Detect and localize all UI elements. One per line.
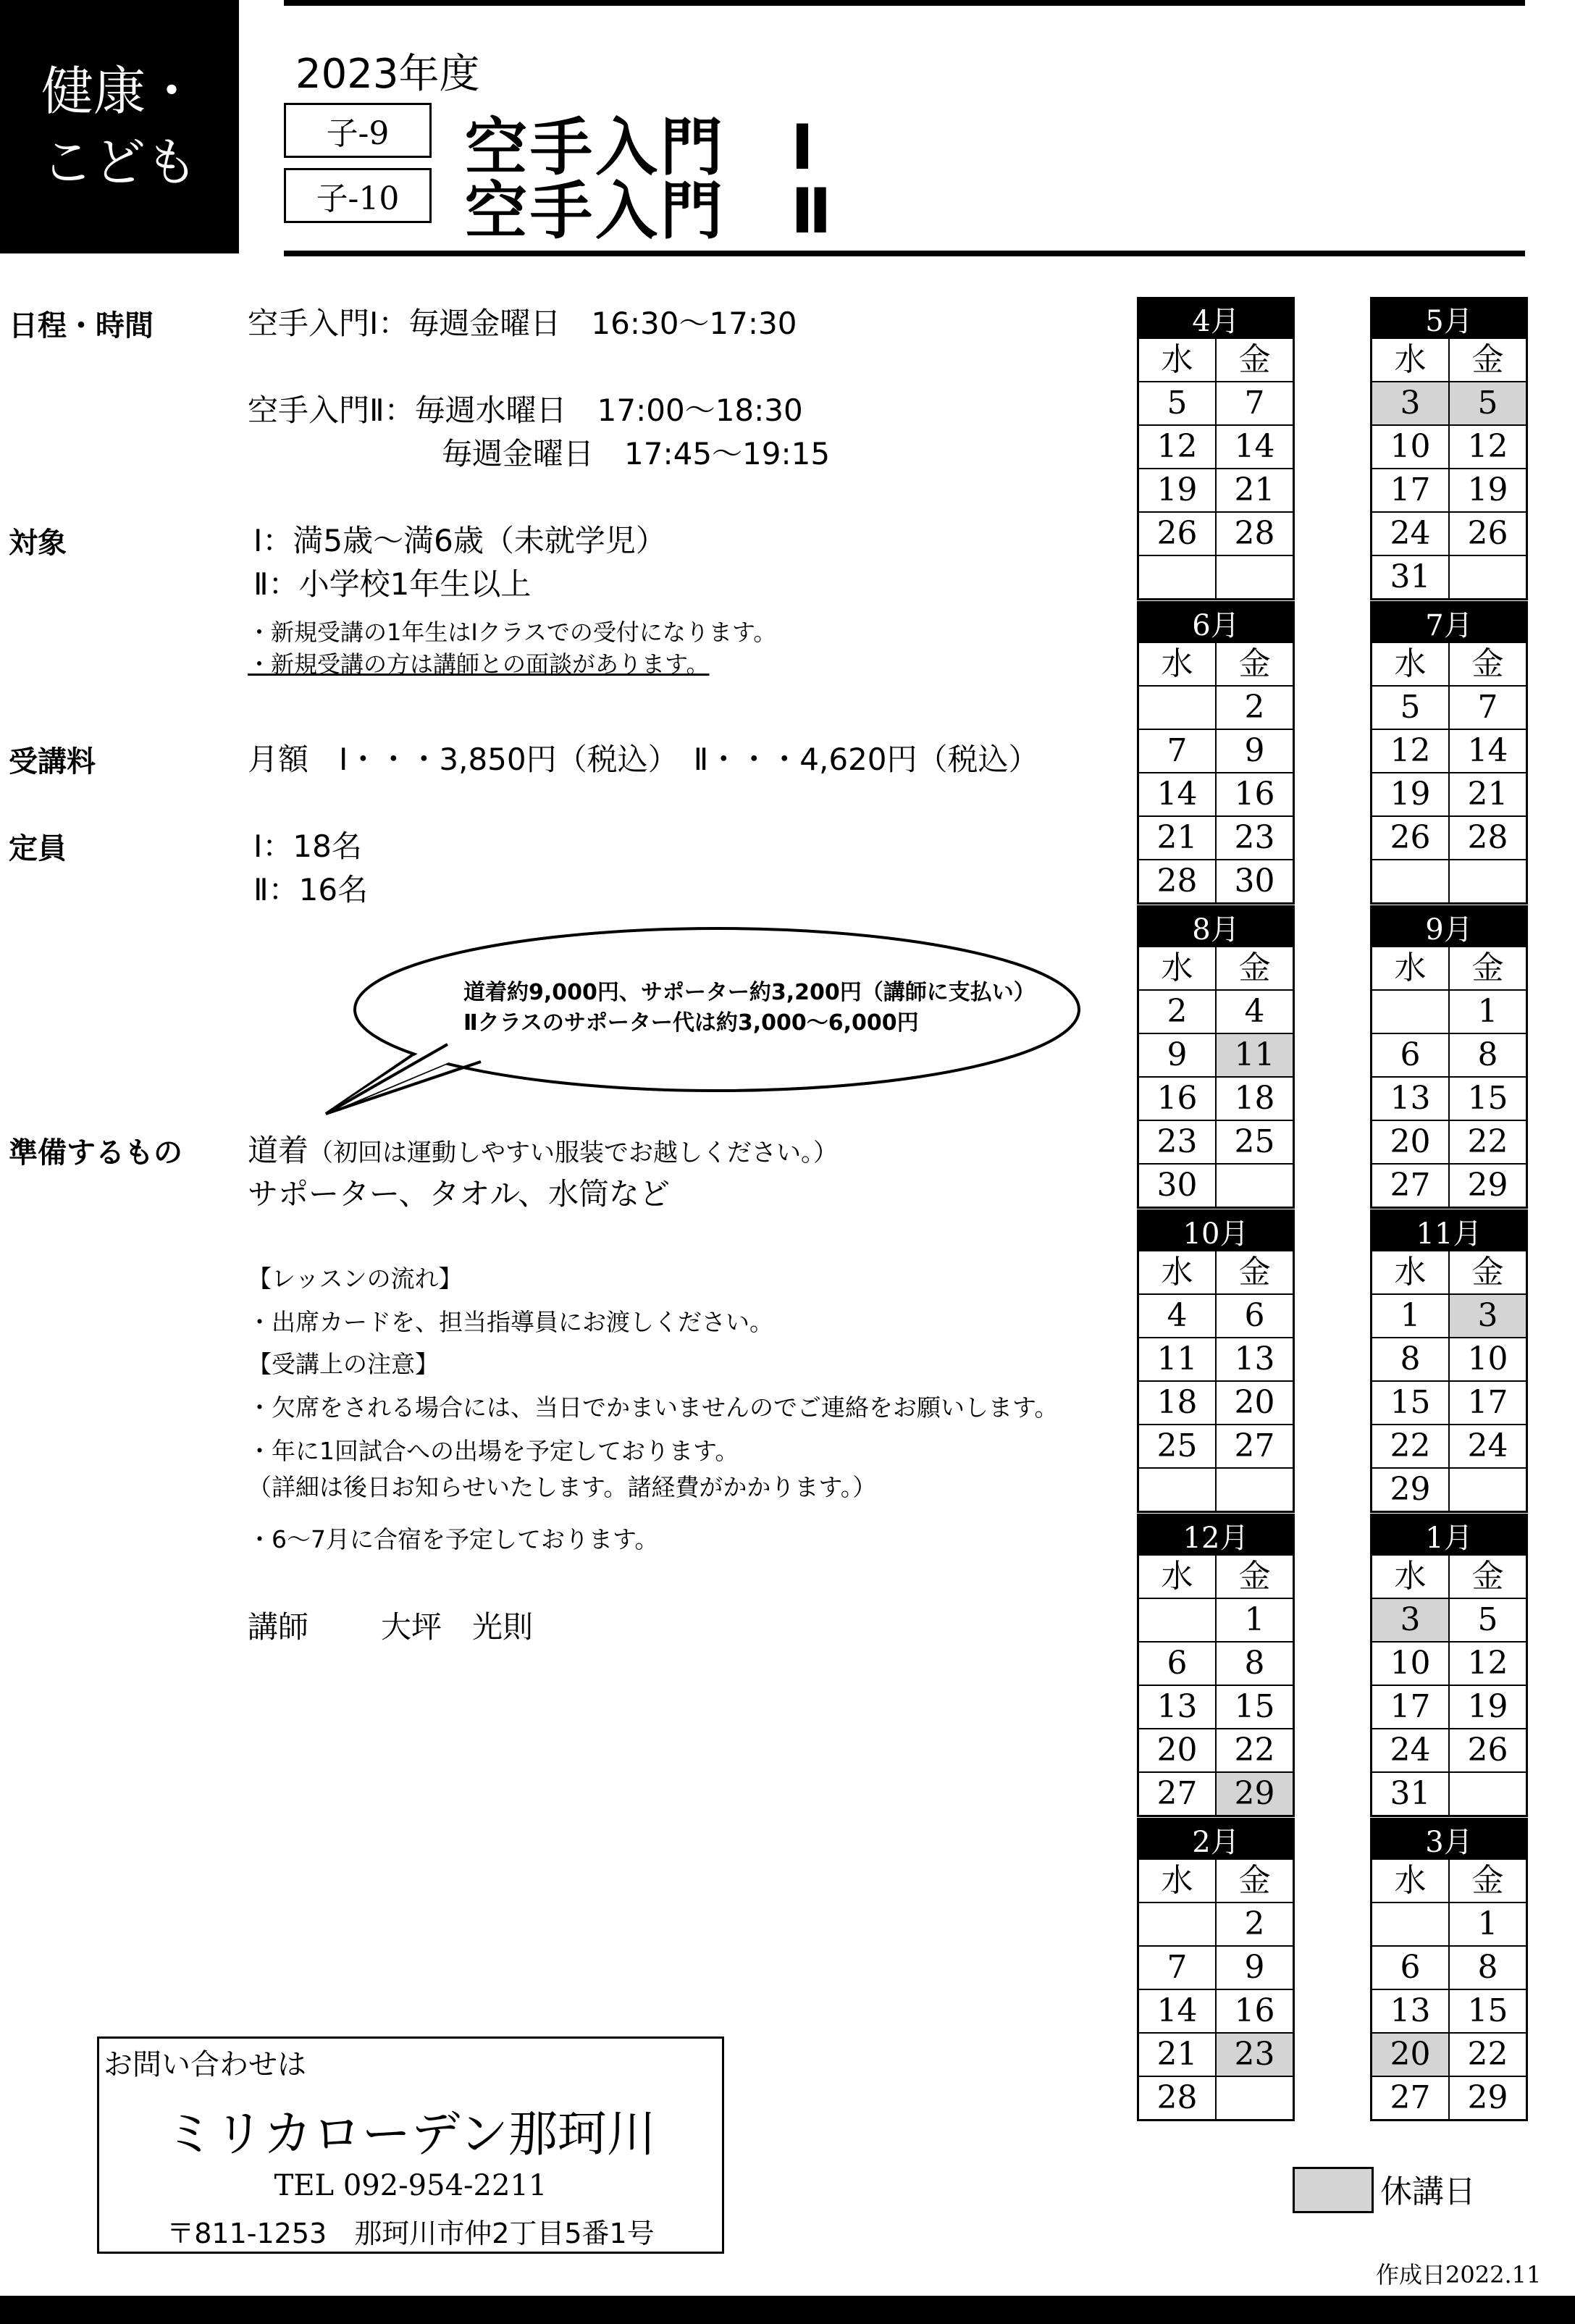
day-cell: 28 (1139, 2076, 1216, 2119)
day-cell: 26 (1449, 512, 1526, 555)
fee-text: 月額 Ⅰ・・・3,850円（税込） Ⅱ・・・4,620円（税込） (248, 742, 1039, 777)
month-calendar (1137, 1514, 1295, 1817)
day-cell: 5 (1372, 686, 1449, 729)
day-cell (1139, 1903, 1216, 1946)
day-cell: 27 (1372, 2076, 1449, 2119)
day-cell: 9 (1216, 729, 1293, 773)
weekday-header: 金 (1449, 643, 1526, 686)
weekday-header: 水 (1139, 1556, 1216, 1598)
month-header: 5月 (1372, 299, 1526, 339)
target-line1: Ⅰ：満5歳〜満6歳（未就学児） (253, 523, 666, 558)
day-cell: 29 (1449, 2076, 1526, 2119)
course-code-2: 子-10 (284, 168, 432, 223)
contact-tel: TEL 092-954-2211 (274, 2169, 547, 2202)
legend-swatch (1293, 2167, 1374, 2213)
day-cell: 13 (1216, 1338, 1293, 1381)
day-cell: 7 (1449, 686, 1526, 729)
day-cell: 5 (1449, 1598, 1526, 1642)
schedule-label: 日程・時間 (9, 309, 154, 343)
flow-line1: ・出席カードを、担当指導員にお渡しください。 (248, 1308, 773, 1336)
day-cell (1449, 555, 1526, 598)
year-label: 2023年度 (295, 51, 480, 98)
day-cell: 16 (1216, 1989, 1293, 2033)
day-cell: 30 (1216, 860, 1293, 902)
caution-line2: ・年に1回試合への出場を予定しております。 (248, 1437, 739, 1465)
month-calendar (1137, 1818, 1295, 2121)
day-cell: 10 (1372, 425, 1449, 469)
month-header: 11月 (1372, 1212, 1526, 1251)
day-cell: 8 (1449, 1033, 1526, 1077)
day-cell: 21 (1216, 469, 1293, 512)
schedule-line3: 毎週金曜日 17:45〜19:15 (442, 436, 831, 471)
legend-label: 休講日 (1380, 2173, 1476, 2210)
day-cell: 6 (1139, 1642, 1216, 1685)
weekday-header: 水 (1372, 947, 1449, 990)
weekday-header: 水 (1139, 339, 1216, 382)
day-cell: 7 (1139, 1946, 1216, 1989)
day-cell: 23 (1139, 1120, 1216, 1164)
month-header: 10月 (1139, 1212, 1293, 1251)
day-cell: 8 (1216, 1642, 1293, 1685)
day-cell: 5 (1449, 382, 1526, 425)
day-cell (1449, 1468, 1526, 1511)
month-calendar (1137, 297, 1295, 600)
flow-title: 【レッスンの流れ】 (248, 1264, 463, 1293)
day-cell: 30 (1139, 1164, 1216, 1207)
day-cell: 28 (1216, 512, 1293, 555)
month-header: 4月 (1139, 299, 1293, 339)
day-cell: 9 (1216, 1946, 1293, 1989)
day-cell: 21 (1139, 2033, 1216, 2076)
day-cell: 8 (1449, 1946, 1526, 1989)
top-rule (284, 0, 1525, 6)
day-cell: 9 (1139, 1033, 1216, 1077)
weekday-header: 金 (1216, 643, 1293, 686)
caution-line3: （詳細は後日お知らせいたします。諸経費がかかります。） (248, 1473, 877, 1501)
items-note: （初回は運動しやすい服装でお越しください。） (308, 1138, 839, 1167)
capacity-line2: Ⅱ：16名 (253, 872, 369, 907)
day-cell: 6 (1372, 1946, 1449, 1989)
month-calendar (1370, 1818, 1528, 2121)
month-header: 1月 (1372, 1516, 1526, 1556)
day-cell: 31 (1372, 555, 1449, 598)
day-cell: 20 (1372, 1120, 1449, 1164)
schedule-line1: 空手入門Ⅰ：毎週金曜日 16:30〜17:30 (248, 306, 797, 341)
fee-label: 受講料 (9, 745, 96, 779)
day-cell: 31 (1372, 1772, 1449, 1815)
day-cell: 1 (1216, 1598, 1293, 1642)
weekday-header: 水 (1372, 643, 1449, 686)
day-cell: 22 (1449, 2033, 1526, 2076)
day-cell (1216, 555, 1293, 598)
day-cell: 3 (1372, 382, 1449, 425)
day-cell: 19 (1449, 1685, 1526, 1729)
day-cell: 11 (1139, 1338, 1216, 1381)
day-cell: 1 (1372, 1294, 1449, 1338)
day-cell: 4 (1139, 1294, 1216, 1338)
weekday-header: 金 (1449, 1556, 1526, 1598)
day-cell: 1 (1449, 1903, 1526, 1946)
day-cell (1216, 1164, 1293, 1207)
day-cell: 14 (1139, 1989, 1216, 2033)
instructor-label: 講師 (248, 1609, 309, 1645)
target-label: 対象 (9, 527, 67, 560)
items-main: 道着 (248, 1133, 309, 1168)
day-cell: 3 (1449, 1294, 1526, 1338)
weekday-header: 水 (1139, 1251, 1216, 1294)
weekday-header: 水 (1139, 947, 1216, 990)
day-cell: 4 (1216, 990, 1293, 1033)
day-cell: 2 (1216, 686, 1293, 729)
day-cell: 18 (1216, 1077, 1293, 1120)
day-cell: 18 (1139, 1381, 1216, 1425)
day-cell: 19 (1372, 773, 1449, 816)
category-box (0, 0, 239, 253)
caution-title: 【受講上の注意】 (248, 1350, 439, 1378)
day-cell: 1 (1449, 990, 1526, 1033)
day-cell (1449, 860, 1526, 902)
day-cell: 22 (1216, 1729, 1293, 1772)
month-header: 8月 (1139, 907, 1293, 947)
capacity-line1: Ⅰ：18名 (253, 828, 362, 864)
weekday-header: 金 (1449, 1251, 1526, 1294)
day-cell: 17 (1372, 1685, 1449, 1729)
day-cell: 22 (1372, 1425, 1449, 1468)
month-header: 7月 (1372, 603, 1526, 643)
bubble-line1: 道着約9,000円、サポーター約3,200円（講師に支払い） (463, 980, 1036, 1005)
weekday-header: 金 (1216, 1556, 1293, 1598)
day-cell: 7 (1139, 729, 1216, 773)
day-cell: 20 (1372, 2033, 1449, 2076)
header-rule (284, 251, 1525, 256)
day-cell: 13 (1372, 1077, 1449, 1120)
caution-line4: ・6〜7月に合宿を予定しております。 (248, 1525, 659, 1553)
month-calendar (1370, 601, 1528, 905)
month-header: 6月 (1139, 603, 1293, 643)
day-cell: 15 (1449, 1077, 1526, 1120)
day-cell: 2 (1216, 1903, 1293, 1946)
day-cell: 15 (1216, 1685, 1293, 1729)
day-cell: 12 (1449, 425, 1526, 469)
day-cell: 24 (1372, 512, 1449, 555)
contact-heading: お問い合わせは (104, 2048, 306, 2081)
instructor-name: 大坪 光則 (381, 1609, 534, 1645)
category-line1: 健康・ (41, 61, 198, 122)
day-cell (1372, 990, 1449, 1033)
caution-line1: ・欠席をされる場合には、当日でかまいませんのでご連絡をお願いします。 (248, 1393, 1059, 1422)
bubble-text (463, 978, 1086, 1039)
day-cell (1216, 1468, 1293, 1511)
day-cell (1372, 1903, 1449, 1946)
day-cell: 14 (1216, 425, 1293, 469)
day-cell: 29 (1372, 1468, 1449, 1511)
day-cell: 8 (1372, 1338, 1449, 1381)
month-header: 9月 (1372, 907, 1526, 947)
month-calendar (1137, 905, 1295, 1209)
weekday-header: 金 (1449, 339, 1526, 382)
target-note1: ・新規受講の1年生はⅠクラスでの受付になります。 (248, 618, 777, 646)
day-cell: 16 (1139, 1077, 1216, 1120)
schedule-line2: 空手入門Ⅱ：毎週水曜日 17:00〜18:30 (248, 393, 803, 428)
weekday-header: 金 (1449, 1860, 1526, 1903)
day-cell (1139, 555, 1216, 598)
month-calendar (1137, 1209, 1295, 1513)
day-cell (1449, 1772, 1526, 1815)
weekday-header: 金 (1449, 947, 1526, 990)
day-cell: 25 (1139, 1425, 1216, 1468)
day-cell: 20 (1216, 1381, 1293, 1425)
month-calendar (1137, 601, 1295, 905)
day-cell: 11 (1216, 1033, 1293, 1077)
day-cell: 6 (1216, 1294, 1293, 1338)
day-cell: 24 (1372, 1729, 1449, 1772)
day-cell: 24 (1449, 1425, 1526, 1468)
target-note2: ・新規受講の方は講師との面談があります。 (248, 650, 710, 678)
day-cell: 15 (1372, 1381, 1449, 1425)
day-cell: 2 (1139, 990, 1216, 1033)
contact-box (97, 2036, 724, 2254)
weekday-header: 水 (1372, 1860, 1449, 1903)
weekday-header: 水 (1372, 1556, 1449, 1598)
day-cell: 19 (1449, 469, 1526, 512)
weekday-header: 水 (1139, 643, 1216, 686)
day-cell: 22 (1449, 1120, 1526, 1164)
weekday-header: 水 (1139, 1860, 1216, 1903)
day-cell: 15 (1449, 1989, 1526, 2033)
month-header: 2月 (1139, 1820, 1293, 1860)
items-line1 (248, 1127, 838, 1170)
month-calendar (1370, 1514, 1528, 1817)
day-cell (1139, 1598, 1216, 1642)
day-cell (1139, 686, 1216, 729)
day-cell: 29 (1216, 1772, 1293, 1815)
day-cell (1372, 860, 1449, 902)
contact-address: 〒811-1253 那珂川市仲2丁目5番1号 (167, 2218, 655, 2249)
day-cell: 25 (1216, 1120, 1293, 1164)
day-cell: 26 (1372, 816, 1449, 860)
day-cell: 26 (1449, 1729, 1526, 1772)
day-cell: 13 (1372, 1989, 1449, 2033)
day-cell: 17 (1449, 1381, 1526, 1425)
items-label: 準備するもの (9, 1136, 182, 1170)
month-calendar (1370, 297, 1528, 600)
day-cell (1139, 1468, 1216, 1511)
day-cell: 21 (1139, 816, 1216, 860)
day-cell: 28 (1139, 860, 1216, 902)
day-cell: 20 (1139, 1729, 1216, 1772)
day-cell: 27 (1216, 1425, 1293, 1468)
month-calendar (1370, 1209, 1528, 1513)
day-cell: 29 (1449, 1164, 1526, 1207)
day-cell: 27 (1372, 1164, 1449, 1207)
day-cell: 10 (1372, 1642, 1449, 1685)
month-header: 12月 (1139, 1516, 1293, 1556)
weekday-header: 金 (1216, 947, 1293, 990)
day-cell: 6 (1372, 1033, 1449, 1077)
day-cell: 23 (1216, 2033, 1293, 2076)
day-cell: 12 (1449, 1642, 1526, 1685)
month-header: 3月 (1372, 1820, 1526, 1860)
day-cell: 21 (1449, 773, 1526, 816)
day-cell: 16 (1216, 773, 1293, 816)
day-cell: 5 (1139, 382, 1216, 425)
capacity-label: 定員 (9, 832, 67, 865)
day-cell: 23 (1216, 816, 1293, 860)
bubble-line2: Ⅱクラスのサポーター代は約3,000〜6,000円 (463, 1010, 919, 1036)
course-title-1: 空手入門 Ⅰ (465, 112, 817, 184)
day-cell: 12 (1372, 729, 1449, 773)
course-title-2: 空手入門 Ⅱ (465, 175, 835, 248)
category-line2: こども (41, 132, 198, 193)
day-cell: 3 (1372, 1598, 1449, 1642)
course-code-1: 子-9 (284, 103, 432, 158)
day-cell: 10 (1449, 1338, 1526, 1381)
day-cell: 14 (1449, 729, 1526, 773)
day-cell: 13 (1139, 1685, 1216, 1729)
day-cell: 28 (1449, 816, 1526, 860)
day-cell: 19 (1139, 469, 1216, 512)
weekday-header: 水 (1372, 1251, 1449, 1294)
target-line2: Ⅱ：小学校1年生以上 (253, 566, 532, 602)
bottom-bar (0, 2296, 1575, 2324)
day-cell: 26 (1139, 512, 1216, 555)
day-cell: 7 (1216, 382, 1293, 425)
day-cell (1216, 2076, 1293, 2119)
day-cell: 27 (1139, 1772, 1216, 1815)
weekday-header: 水 (1372, 339, 1449, 382)
day-cell: 17 (1372, 469, 1449, 512)
items-line2: サポーター、タオル、水筒など (248, 1176, 670, 1212)
day-cell: 12 (1139, 425, 1216, 469)
weekday-header: 金 (1216, 339, 1293, 382)
created-date: 作成日2022.11 (1376, 2261, 1542, 2289)
contact-name: ミリカローデン那珂川 (165, 2106, 656, 2163)
weekday-header: 金 (1216, 1860, 1293, 1903)
weekday-header: 金 (1216, 1251, 1293, 1294)
day-cell: 14 (1139, 773, 1216, 816)
month-calendar (1370, 905, 1528, 1209)
